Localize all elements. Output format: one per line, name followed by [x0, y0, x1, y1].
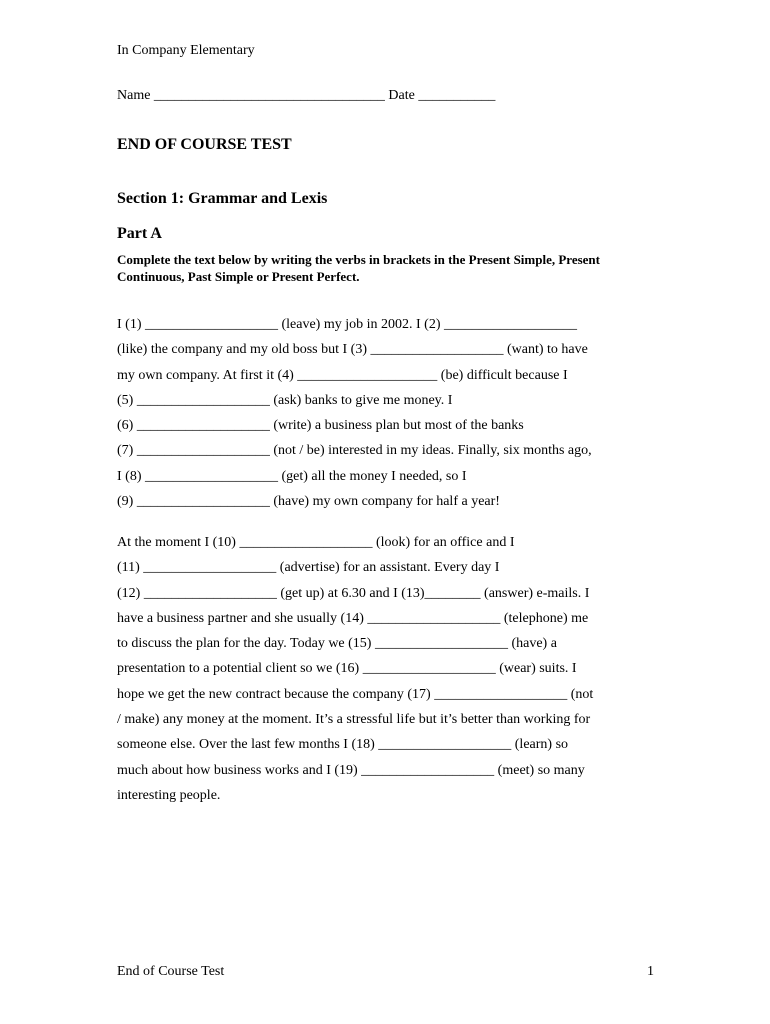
footer-title: End of Course Test: [117, 964, 225, 979]
paragraph-1: [117, 312, 662, 514]
text-line: (12) ___________________ (get up) at 6.30 and I (13)________ (answer) e-mails. I: [117, 585, 590, 601]
part-heading: Part A: [117, 225, 162, 242]
text-line: (9) ___________________ (have) my own company for half a year!: [117, 494, 500, 510]
text-line: At the moment I (10) ___________________ (look) for an office and I: [117, 535, 515, 550]
text-line: (7) ___________________ (not / be) interested in my ideas. Finally, six months ago,: [117, 443, 592, 459]
paragraph-2: [117, 530, 662, 808]
instructions: Complete the text below by writing the verbs in brackets in the Present Simple, Present Continuous, Past Simple or Present Perfect.: [117, 252, 600, 284]
text-line: (11) ___________________ (advertise) for an assistant. Every day I: [117, 560, 500, 576]
text-line: (5) ___________________ (ask) banks to give me money. I: [117, 392, 453, 408]
text-line: someone else. Over the last few months I (18) ___________________ (learn) so: [117, 737, 569, 753]
course-header: In Company Elementary: [117, 43, 255, 58]
text-line: presentation to a potential client so we (16) ___________________ (wear) suits. I: [117, 661, 577, 677]
section-heading: Section 1: Grammar and Lexis: [117, 190, 328, 207]
text-line: (like) the company and my old boss but I (3) ___________________ (want) to have: [117, 342, 588, 358]
text-line: much about how business works and I (19) ___________________ (meet) so many: [117, 762, 585, 778]
text-line: (6) ___________________ (write) a business plan but most of the banks: [117, 418, 524, 434]
text-line: / make) any money at the moment. It’s a stressful life but it’s better than working for: [117, 712, 591, 728]
text-line: hope we get the new contract because the company (17) ___________________ (not: [117, 686, 594, 702]
page-title: END OF COURSE TEST: [117, 136, 292, 153]
text-line: interesting people.: [117, 787, 221, 803]
text-line: I (8) ___________________ (get) all the money I needed, so I: [117, 468, 467, 484]
page-number: 1: [647, 964, 654, 979]
text-line: my own company. At first it (4) ____________________ (be) difficult because I: [117, 367, 568, 383]
text-line: to discuss the plan for the day. Today we (15) ___________________ (have) a: [117, 636, 557, 652]
text-line: have a business partner and she usually (14) ___________________ (telephone) me: [117, 610, 589, 626]
text-line: I (1) ___________________ (leave) my job in 2002. I (2) ___________________: [117, 317, 577, 332]
name-date-line: Name _________________________________ Date ___________: [117, 88, 496, 103]
